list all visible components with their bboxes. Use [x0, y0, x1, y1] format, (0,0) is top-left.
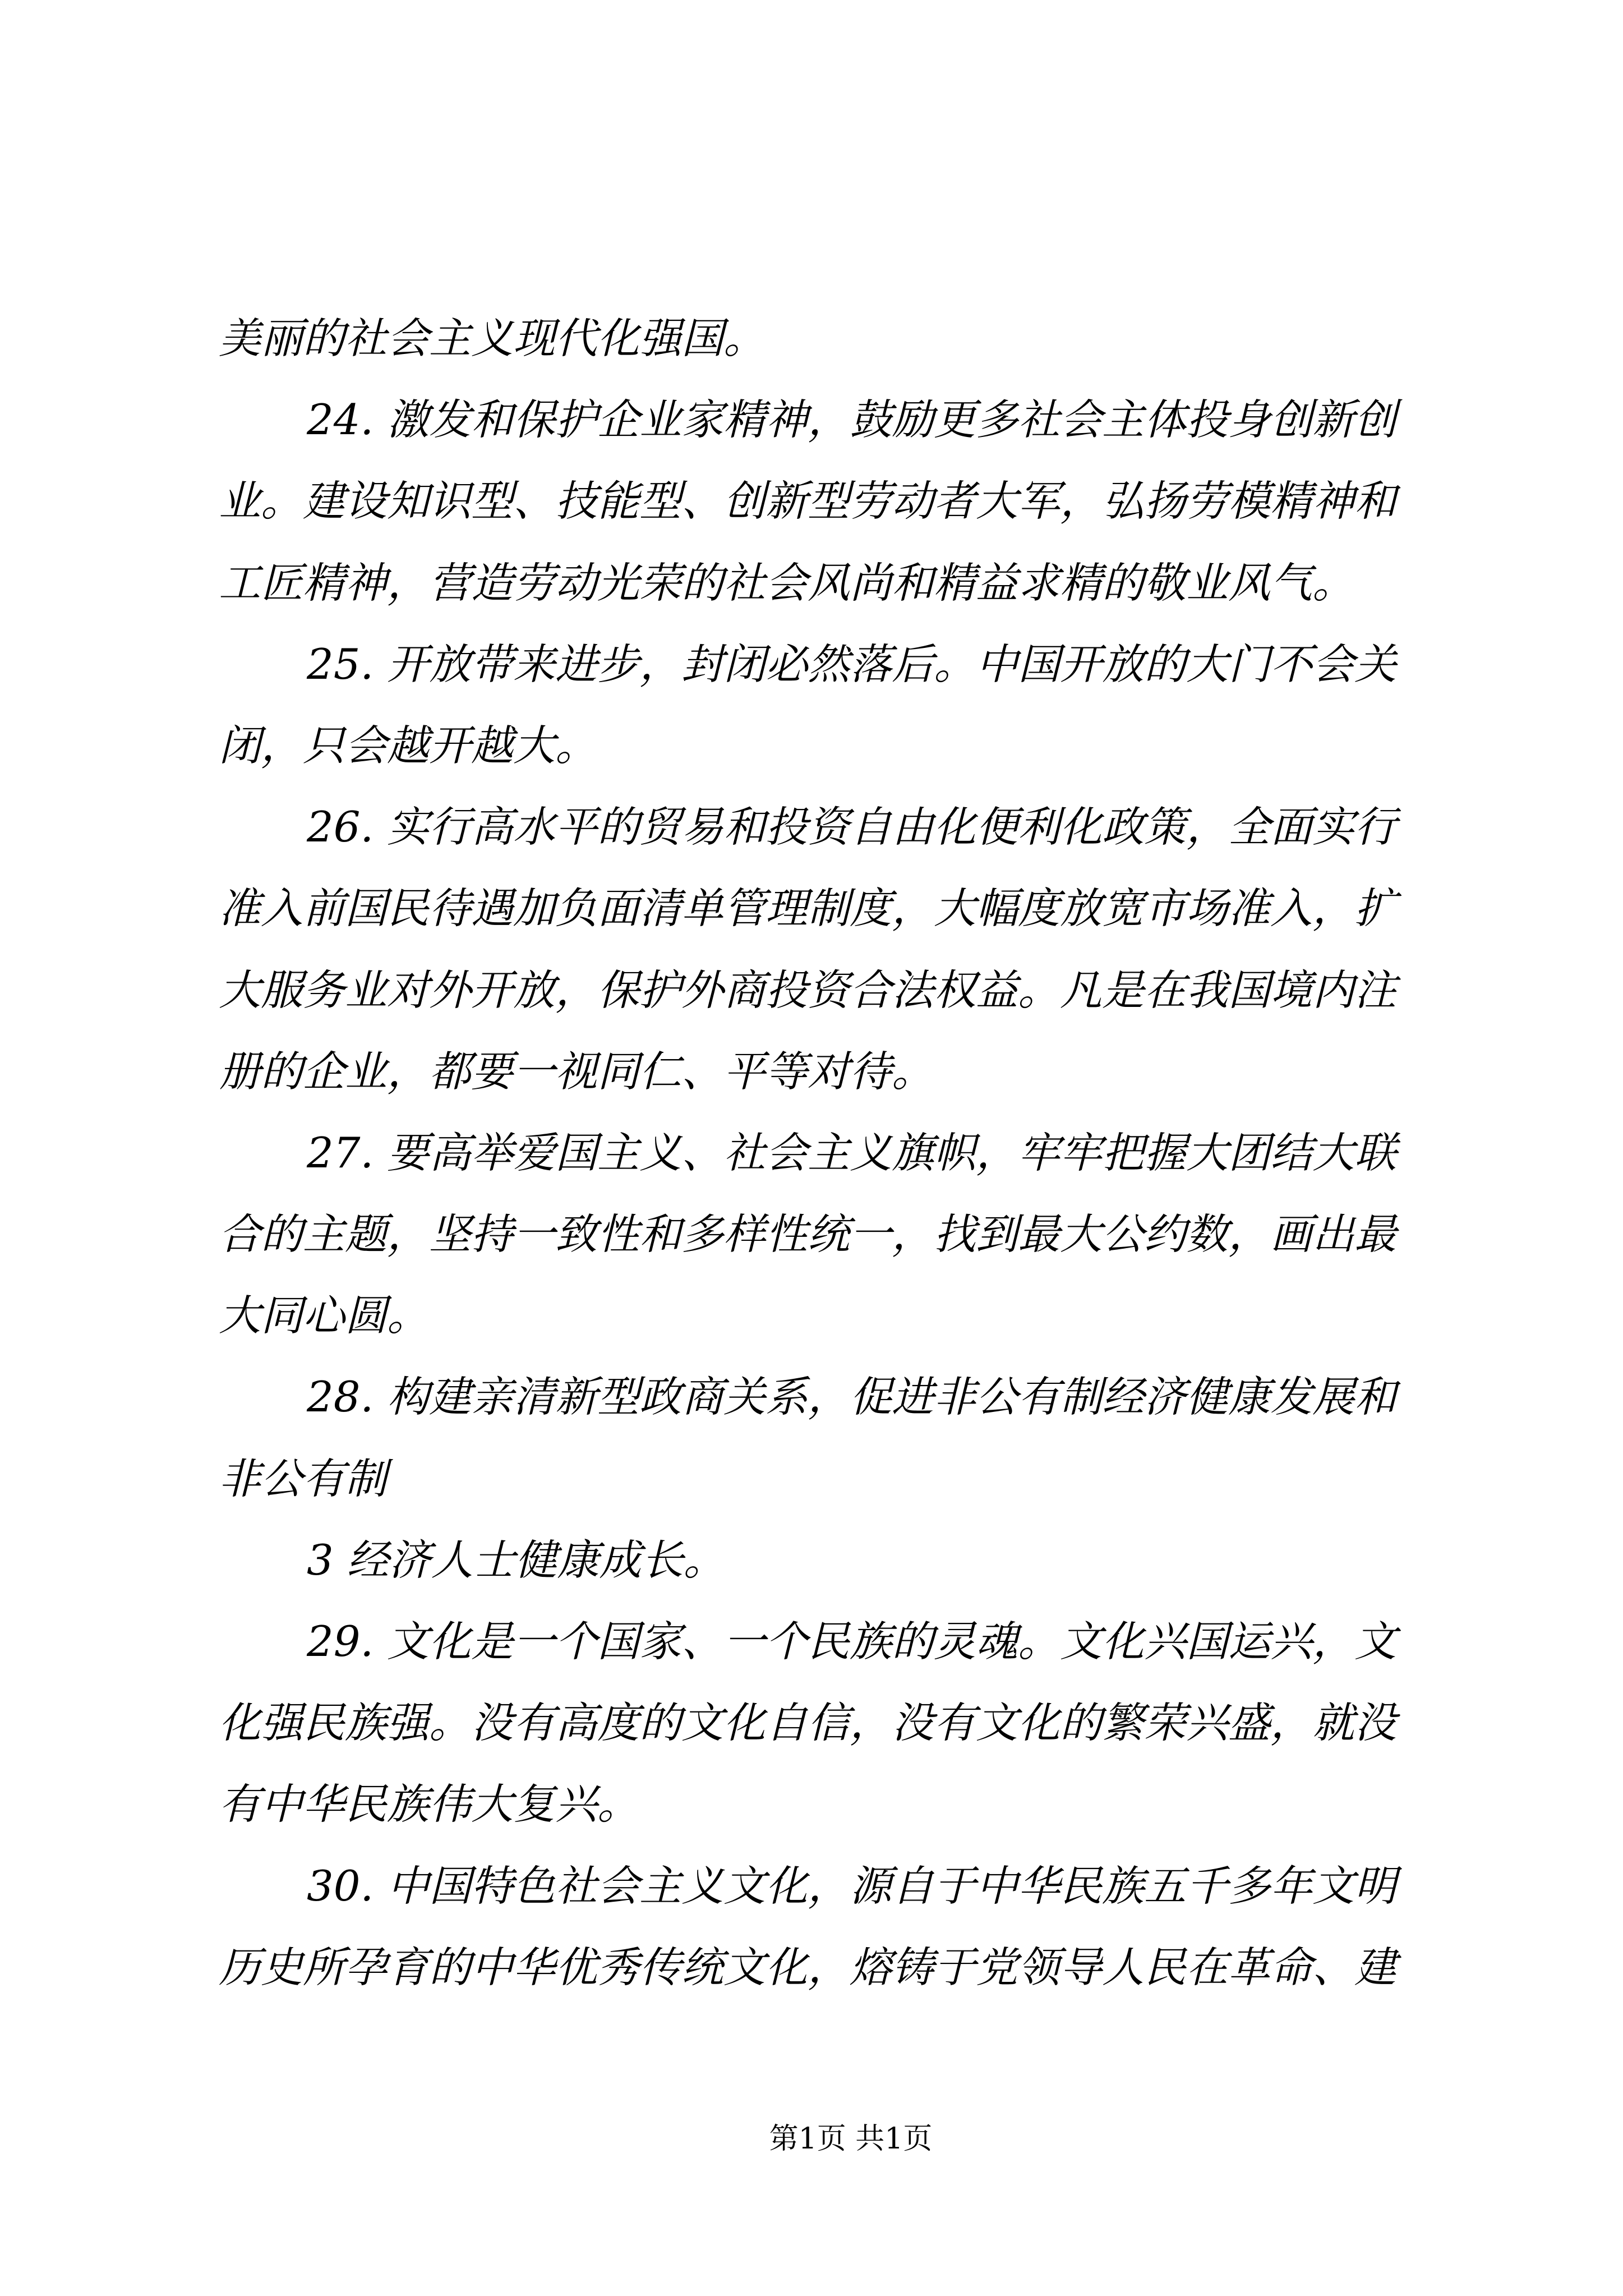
- body-text-line: 闭，只会越开越大。: [219, 720, 598, 770]
- body-text-line: 27. 要高举爱国主义、社会主义旗帜，牢牢把握大团结大联: [307, 1128, 1397, 1177]
- body-text-line: 大服务业对外开放，保护外商投资合法权益。凡是在我国境内注: [219, 965, 1397, 1015]
- body-text-line: 化强民族强。没有高度的文化自信，没有文化的繁荣兴盛，就没: [219, 1698, 1397, 1748]
- document-body: [219, 298, 1404, 2008]
- body-text-line: 26. 实行高水平的贸易和投资自由化便利化政策，全面实行: [307, 802, 1397, 852]
- body-text-line: 30. 中国特色社会主义文化，源自于中华民族五千多年文明: [307, 1861, 1397, 1911]
- body-text-line: 合的主题，坚持一致性和多样性统一，找到最大公约数，画出最: [219, 1209, 1397, 1259]
- body-text-line: 3 经济人士健康成长。: [307, 1535, 726, 1585]
- body-text-line: 历史所孕育的中华优秀传统文化，熔铸于党领导人民在革命、建: [219, 1942, 1397, 1992]
- body-text-line: 美丽的社会主义现代化强国。: [219, 314, 766, 363]
- body-text-line: 工匠精神，营造劳动光荣的社会风尚和精益求精的敬业风气。: [219, 558, 1355, 608]
- body-text-line: 有中华民族伟大复兴。: [219, 1779, 640, 1829]
- body-text-line: 25. 开放带来进步，封闭必然落后。中国开放的大门不会关: [307, 639, 1397, 689]
- body-text-line: 24. 激发和保护企业家精神，鼓励更多社会主体投身创新创: [307, 395, 1397, 445]
- page-number-footer: 第1页 共1页: [769, 2122, 933, 2156]
- body-text-line: 28. 构建亲清新型政商关系，促进非公有制经济健康发展和: [307, 1372, 1397, 1422]
- body-text-line: 准入前国民待遇加负面清单管理制度，大幅度放宽市场准入，扩: [219, 884, 1397, 933]
- body-text-line: 册的企业，都要一视同仁、平等对待。: [219, 1046, 934, 1096]
- body-text-line: 大同心圆。: [219, 1291, 430, 1341]
- body-text-line: 29. 文化是一个国家、一个民族的灵魂。文化兴国运兴，文: [307, 1617, 1397, 1666]
- body-text-line: 非公有制: [219, 1453, 388, 1503]
- body-text-line: 业。建设知识型、技能型、创新型劳动者大军，弘扬劳模精神和: [219, 476, 1397, 526]
